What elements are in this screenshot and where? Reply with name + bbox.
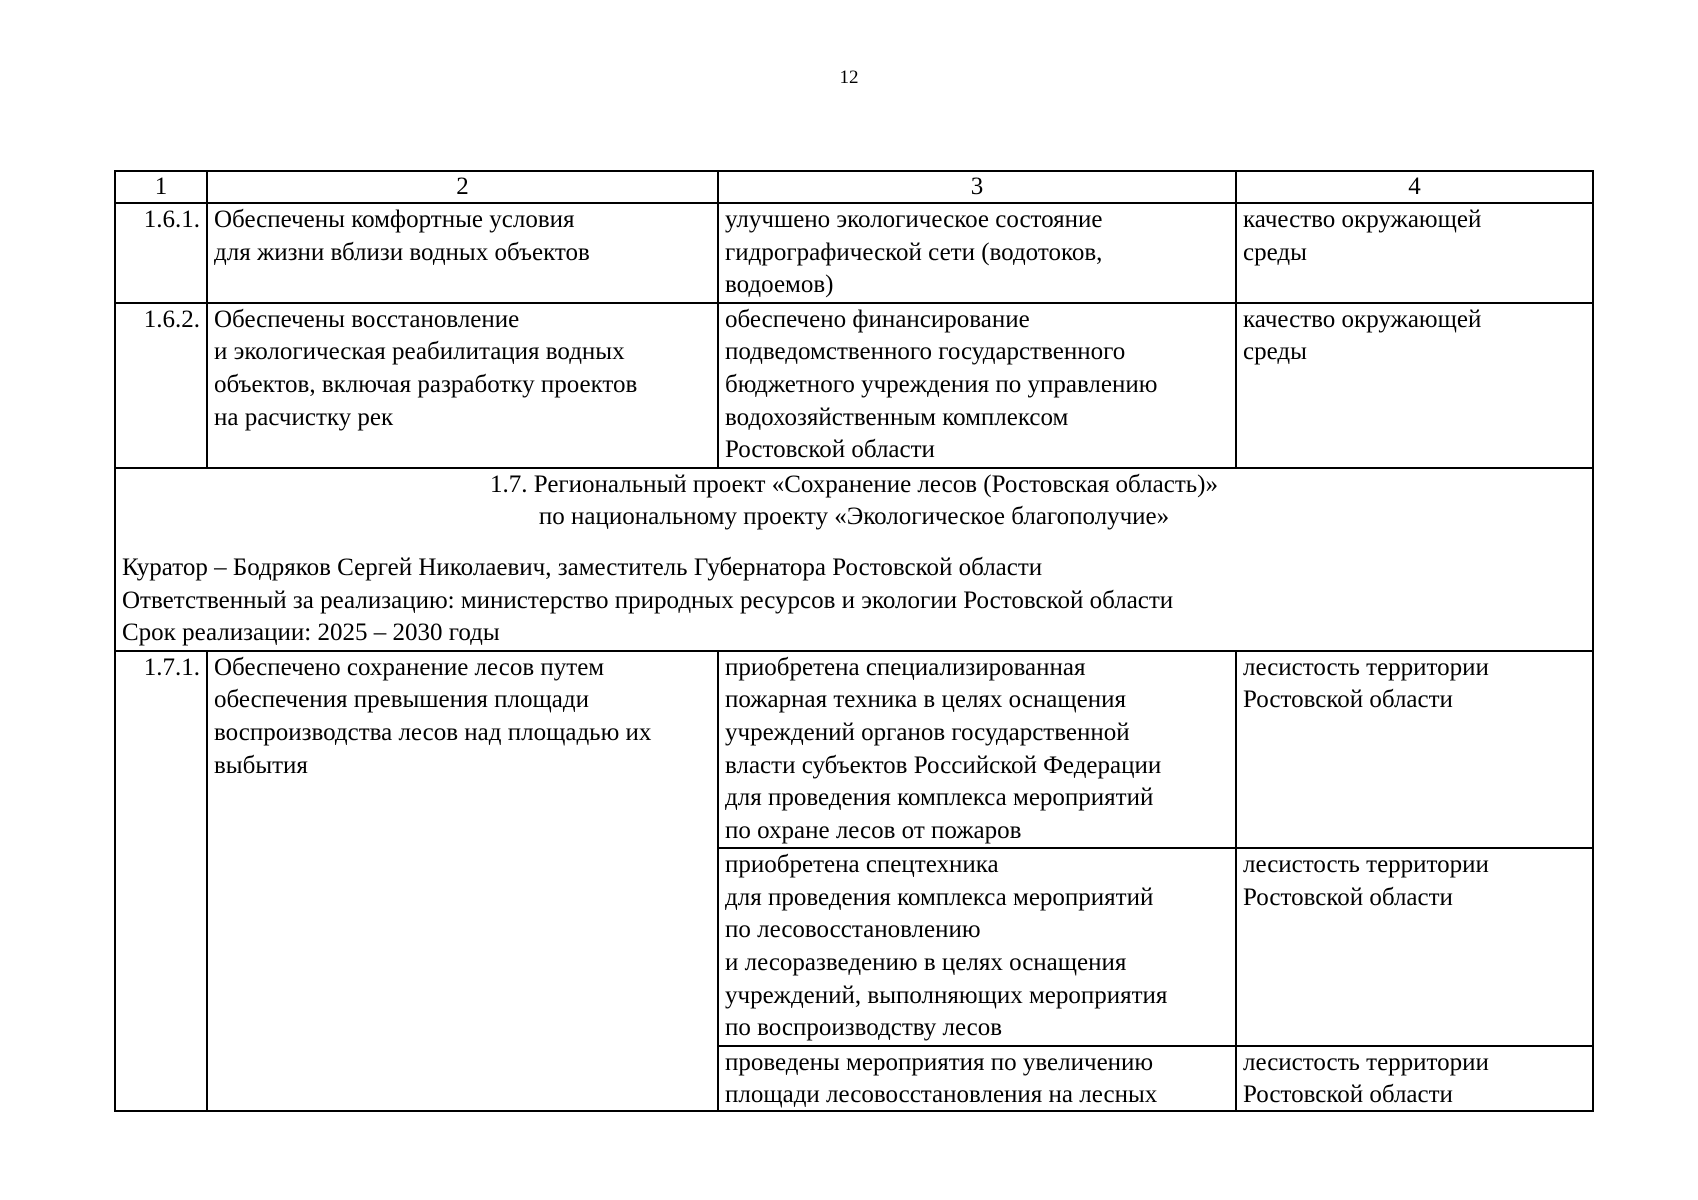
indicator-cell: лесистость территории Ростовской области: [1236, 651, 1593, 849]
task-cell: Обеспечены комфортные условия для жизни вблизи водных объектов: [207, 203, 718, 303]
table-row-1-6-1: [115, 203, 1593, 303]
section-meta: [122, 552, 1586, 650]
indicator-cell: качество окружающей среды: [1236, 203, 1593, 303]
table-row-1-7-1-a: [115, 651, 1593, 849]
column-header-1: 1: [115, 171, 207, 203]
indicators-table: [114, 170, 1594, 1112]
column-header-2: 2: [207, 171, 718, 203]
column-header-4: 4: [1236, 171, 1593, 203]
description-cell: приобретена спецтехника для проведения комплекса мероприятий по лесовосстановлению и лесоразведению в целях оснащения учреждений, выполняющих мероприятия по воспроизводству лесов: [718, 848, 1236, 1046]
description-cell: обеспечено финансирование подведомственного государственного бюджетного учреждения по управлению водохозяйственным комплексом Ростовской области: [718, 303, 1236, 468]
task-cell: Обеспечено сохранение лесов путем обеспечения превышения площади воспроизводства лесов над площадью их выбытия: [207, 651, 718, 1111]
section-term: Срок реализации: 2025 – 2030 годы: [122, 619, 500, 647]
row-number: 1.6.2.: [115, 303, 207, 468]
table-row-1-6-2: [115, 303, 1593, 468]
row-number: 1.6.1.: [115, 203, 207, 303]
indicator-cell: качество окружающей среды: [1236, 303, 1593, 468]
table-header-row: [115, 171, 1593, 203]
column-header-3: 3: [718, 171, 1236, 203]
page-number: 12: [839, 67, 859, 88]
section-header-cell: [115, 468, 1593, 651]
description-cell: проведены мероприятия по увеличению площади лесовосстановления на лесных: [725, 1048, 1158, 1109]
description-cell: улучшено экологическое состояние гидрографической сети (водотоков, водоемов): [718, 203, 1236, 303]
description-cell-wrapper: [718, 1046, 1236, 1111]
indicator-cell-wrapper: [1236, 1046, 1593, 1111]
description-cell: приобретена специализированная пожарная техника в целях оснащения учреждений органов государственной власти субъектов Российской Федерации для проведения комплекса мероприятий по охране лесов от пожаров: [718, 651, 1236, 849]
indicator-cell: лесистость территории Ростовской области: [1236, 848, 1593, 1046]
row-number: 1.7.1.: [115, 651, 207, 1111]
section-responsible: Ответственный за реализацию: министерство природных ресурсов и экологии Ростовской области: [122, 586, 1174, 614]
section-title: 1.7. Региональный проект «Сохранение лесов (Ростовская область)» по национальному проекту «Экологическое благополучие»: [490, 470, 1218, 531]
indicator-cell: лесистость территории Ростовской области: [1243, 1048, 1489, 1109]
task-cell: Обеспечены восстановление и экологическая реабилитация водных объектов, включая разработку проектов на расчистку рек: [207, 303, 718, 468]
section-curator: Куратор – Бодряков Сергей Николаевич, заместитель Губернатора Ростовской области: [122, 553, 1043, 581]
section-row-1-7: [115, 468, 1593, 651]
